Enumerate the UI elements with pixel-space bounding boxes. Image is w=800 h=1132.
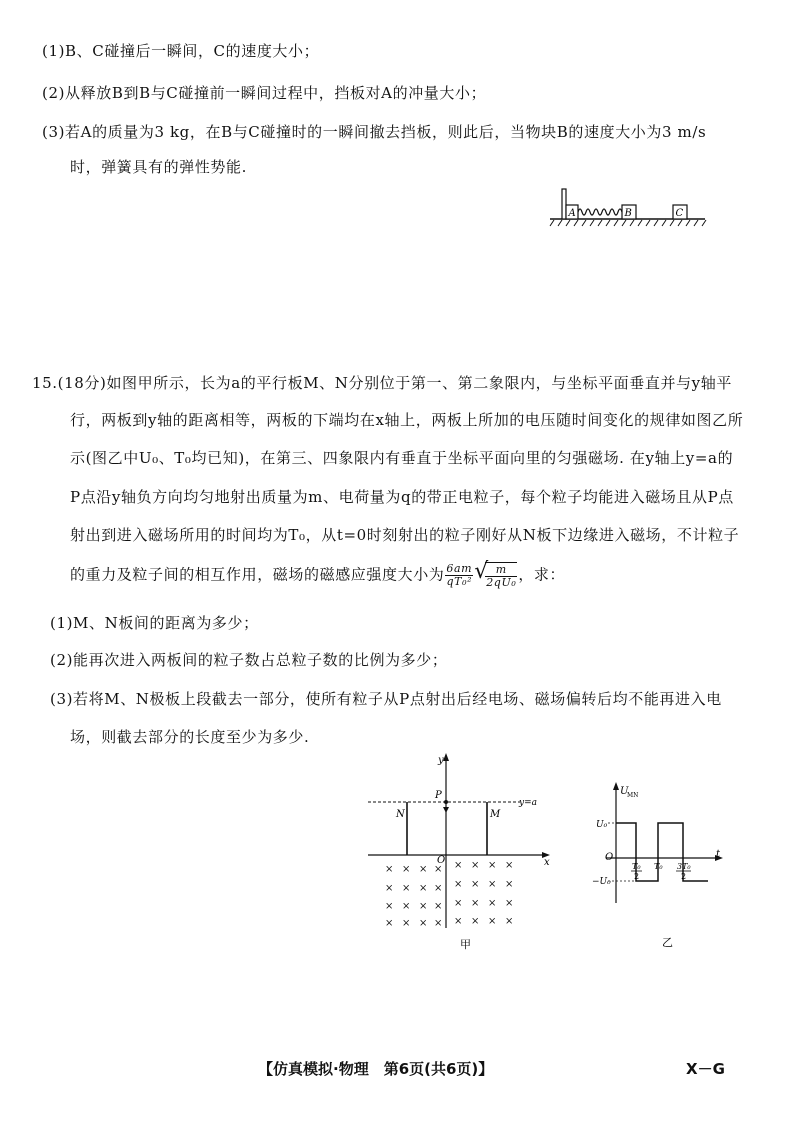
figure-yi xyxy=(588,778,728,948)
svg-text:×: × xyxy=(402,901,411,912)
tick-3half-num: 3T₀ xyxy=(677,862,691,871)
svg-text:×: × xyxy=(419,918,428,929)
svg-text:×: × xyxy=(419,901,428,912)
svg-text:×: × xyxy=(505,879,514,890)
question-1-top: (1)B、C碰撞后一瞬间，C的速度大小； xyxy=(42,42,320,60)
svg-text:×: × xyxy=(419,864,428,875)
plate-n-label: N xyxy=(396,809,405,820)
svg-text:×: × xyxy=(488,898,497,909)
problem-15-question-3-line1: (3)若将M、N极板上段截去一部分，使所有粒子从P点射出后经电场、磁场偏转后均不能再进入电 xyxy=(50,690,722,708)
voltage-waveform xyxy=(616,823,708,881)
svg-text:×: × xyxy=(488,879,497,890)
svg-text:×: × xyxy=(402,883,411,894)
t-axis-label: t xyxy=(716,849,721,860)
question-3-top-line1: (3)若A的质量为3 kg，在B与C碰撞时的一瞬间撤去挡板，则此后，当物块B的速度大小为3 m/s xyxy=(42,123,707,141)
svg-text:×: × xyxy=(434,883,443,894)
svg-text:×: × xyxy=(434,901,443,912)
svg-text:×: × xyxy=(471,898,480,909)
problem-15-line6 xyxy=(70,559,566,589)
tick-half-den: 2 xyxy=(634,872,640,881)
point-p xyxy=(444,800,448,804)
svg-text:×: × xyxy=(454,916,463,927)
sqrt-denominator: 2qU₀ xyxy=(486,576,517,589)
svg-text:×: × xyxy=(385,918,394,929)
svg-text:×: × xyxy=(505,860,514,871)
svg-text:×: × xyxy=(471,860,480,871)
svg-text:×: × xyxy=(488,916,497,927)
svg-text:×: × xyxy=(419,883,428,894)
svg-text:×: × xyxy=(434,918,443,929)
problem-15-question-3-line2: 场，则截去部分的长度至少为多少. xyxy=(70,728,310,746)
question-2-top: (2)从释放B到B与C碰撞前一瞬间过程中，挡板对A的冲量大小； xyxy=(42,84,487,102)
svg-text:×: × xyxy=(434,864,443,875)
plate-m-label: M xyxy=(490,809,501,820)
problem-15-line1: 15.(18分)如图甲所示，长为a的平行板M、N分别位于第一、第二象限内，与坐标平面垂直并与y轴平 xyxy=(32,374,732,392)
problem-15-question-2: (2)能再次进入两板间的粒子数占总粒子数的比例为多少； xyxy=(50,651,448,669)
y-axis-label: y xyxy=(438,755,444,766)
formula-sqrt: √ $\frac{m}{\text{2qU₀}}$ xyxy=(474,559,517,589)
problem-15-line5: 射出到进入磁场所用的时间均为T₀，从t=0时刻射出的粒子刚好从N板下边缘进入磁场，不计粒子 xyxy=(70,526,740,544)
svg-text:×: × xyxy=(454,898,463,909)
origin-label-yi: O xyxy=(605,852,614,863)
svg-text:×: × xyxy=(385,901,394,912)
problem-15-question-1: (1)M、N板间的距离为多少； xyxy=(50,614,259,632)
formula-numerator: 6am xyxy=(446,562,473,575)
figure-jia xyxy=(360,750,560,950)
figure-jia-caption: 甲 xyxy=(460,938,471,950)
x-axis-label: x xyxy=(544,857,550,868)
page-footer: 【仿真模拟·物理 第6页(共6页)】 xyxy=(258,1060,494,1078)
u-axis-subscript: MN xyxy=(627,792,639,799)
svg-text:×: × xyxy=(402,864,411,875)
svg-text:×: × xyxy=(488,860,497,871)
sqrt-numerator: m xyxy=(485,564,517,577)
svg-text:×: × xyxy=(402,918,411,929)
svg-text:×: × xyxy=(505,916,514,927)
question-3-top-line2: 时，弹簧具有的弹性势能. xyxy=(70,158,247,176)
origin-label: O xyxy=(437,855,446,866)
svg-text:×: × xyxy=(454,860,463,871)
problem-15-line4: P点沿y轴负方向均匀地射出质量为m、电荷量为q的带正电粒子，每个粒子均能进入磁场且从P点 xyxy=(70,488,734,506)
block-b-label: B xyxy=(624,208,632,219)
tick-t0: T₀ xyxy=(654,862,663,871)
block-c-label: C xyxy=(675,208,684,219)
svg-text:×: × xyxy=(505,898,514,909)
spring-block-figure xyxy=(540,185,715,230)
field-mark: × xyxy=(385,864,394,875)
neg-u0-label: −U₀ xyxy=(592,877,611,887)
problem-15-line2: 行，两板到y轴的距离相等，两板的下端均在x轴上，两板上所加的电压随时间变化的规律如图乙所 xyxy=(70,411,744,429)
spring xyxy=(578,209,622,215)
tick-3half-den: 2 xyxy=(681,872,687,881)
y-eq-a-label: y=a xyxy=(519,798,537,808)
svg-text:×: × xyxy=(454,879,463,890)
figure-yi-caption: 乙 xyxy=(662,936,673,948)
line6-suffix: ，求： xyxy=(518,565,566,584)
formula-denominator: qT₀² xyxy=(446,575,473,588)
exam-code: X－G xyxy=(686,1060,725,1078)
block-a-label: A xyxy=(568,208,576,219)
svg-text:×: × xyxy=(385,883,394,894)
u-axis-label: U xyxy=(620,786,629,797)
svg-text:×: × xyxy=(471,916,480,927)
point-p-label: P xyxy=(435,790,442,801)
problem-15-line3: 示(图乙中U₀、T₀均已知)，在第三、四象限内有垂直于坐标平面向里的匀强磁场. 在y轴上y=a的 xyxy=(70,449,734,467)
svg-text:×: × xyxy=(471,879,480,890)
u0-label: U₀ xyxy=(596,820,608,830)
formula-fraction xyxy=(445,563,473,588)
tick-half-num: T₀ xyxy=(632,862,641,871)
line6-prefix: 的重力及粒子间的相互作用，磁场的磁感应强度大小为 xyxy=(70,565,445,584)
